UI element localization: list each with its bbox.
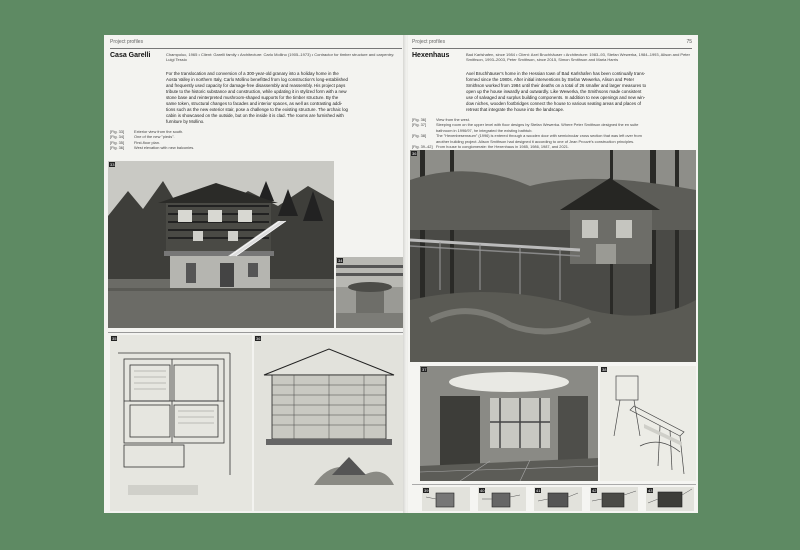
plan-thumbnail xyxy=(422,487,470,511)
body-line: use of salvaged and surplus building components. In addition to new openings and new win- xyxy=(466,95,646,100)
body-line: cabin is showcased on the outside, but on the inside it is clad. The rooms are furnished with xyxy=(166,113,344,118)
drawing-west-elevation xyxy=(254,335,404,511)
body-line: Aosta Valley in northern Italy, Carlo Mollino benefitted from log construction's long-established xyxy=(166,77,349,82)
figure-number: 36 xyxy=(256,336,261,341)
figure-number: 38 xyxy=(602,367,607,372)
caption-text: From house to conglomerate: the Hexenhaus in 1985, 1986, 1987, and 2021. xyxy=(436,144,570,150)
plan-thumbnail xyxy=(590,487,638,511)
left-running-head: Project profiles xyxy=(110,39,144,45)
body-line: stone base and reinterpreted mushroom-shaped supports for the timber structure. By the xyxy=(166,95,339,100)
plan-thumbnail xyxy=(646,487,694,511)
project-meta: Bad Karlshafen, since 1984 • Client: Axel Bruchhäuser • Architecture: 1983–93, Stefan Wewerka, 1984–1993, Alison and Peter Smithson, 1993–2003, Peter Smithson, since 2015, Simon Smithson and Maria Harris xyxy=(466,52,690,62)
caption-number: [Fig. 39–42] xyxy=(412,144,433,150)
figure-captions xyxy=(412,117,694,149)
body-line: retreat that integrate the house into the landscape. xyxy=(466,107,565,112)
right-page xyxy=(408,35,698,513)
body-text xyxy=(466,71,694,113)
plan-thumbnail xyxy=(534,487,582,511)
figure-number: 34 xyxy=(338,258,343,263)
body-line: Smithson worked from 1984 until their deaths on a total of 26 smaller and larger measures to xyxy=(466,83,647,88)
figure-number: 41 xyxy=(536,488,541,493)
page-title-casa-garelli: Casa Garelli xyxy=(110,52,151,59)
right-running-head: Project profiles xyxy=(412,39,446,45)
caption-number: [Fig. 33] xyxy=(110,129,125,134)
caption-text: West elevation with new balconies. xyxy=(134,145,195,151)
caption-number: [Fig. 36] xyxy=(110,145,125,151)
figure-number: 43 xyxy=(648,488,653,493)
sketch-graphic xyxy=(600,366,696,481)
body-line: and frequently used capacity for damage-free disassembly and reassembly. His project pays xyxy=(166,83,346,88)
body-line: open up the house inwardly and outwardly. Like Wewerka, the Smithsons made consistent xyxy=(466,89,642,94)
photo-casa-garelli-exterior xyxy=(108,161,334,328)
caption-text: The "Hexenbesenraum" (1996) is entered through a wooden door with semicircular cross section that was left over from xyxy=(436,133,642,139)
caption-text: Sleeping room on the upper level with floor designs by Stefan Wewerka. Where Peter Smithson designed the en suite xyxy=(436,122,639,128)
pied-detail-graphic xyxy=(336,257,404,328)
figure-number: 42 xyxy=(592,488,597,493)
caption-text: bathroom in 1996/97, he integrated the existing bathtub. xyxy=(436,127,533,133)
body-line: same token, structural changes to facades and interior spaces, as well as contrasting addi- xyxy=(166,101,343,106)
body-line: tions such as the new exterior stair, pose a challenge to the existing structure. The archaic log xyxy=(166,107,348,112)
divider xyxy=(412,484,696,485)
caption-text: View from the west. xyxy=(436,117,470,122)
divider xyxy=(412,48,692,49)
caption-text: another building project. Alison Smithson had designed it according to one of Jean Prouvé's construction principles. xyxy=(436,138,635,144)
body-line: tribute to the historic substance and construction, while updating it in stylized form with a new xyxy=(166,89,347,94)
plan-thumbnail xyxy=(478,487,526,511)
floor-plan-graphic xyxy=(110,335,252,511)
caption-number: [Fig. 37] xyxy=(412,122,427,128)
left-page xyxy=(104,35,406,513)
drawing-floor-plan xyxy=(110,335,252,511)
divider xyxy=(108,332,404,333)
body-line: Axel Bruchhäuser's home in the Hessian town of Bad Karlshafen has been continually trans- xyxy=(466,71,646,76)
figure-number: 36 xyxy=(412,151,417,156)
interior-photo-graphic xyxy=(420,366,598,481)
figure-number: 33 xyxy=(110,162,115,167)
body-text xyxy=(166,71,404,125)
caption-text: One of the new "pieds". xyxy=(134,134,175,140)
figure-number: 40 xyxy=(480,488,485,493)
body-line: dow niches, wooden footbridges connect the house to various seating areas and places of xyxy=(466,101,642,106)
photo-sleeping-room xyxy=(420,366,598,481)
caption-text: First-floor plan. xyxy=(134,139,160,145)
figure-number: 39 xyxy=(424,488,429,493)
forest-photo-graphic xyxy=(410,150,696,362)
exterior-photo-graphic xyxy=(108,161,334,328)
caption-row xyxy=(110,145,194,150)
caption-number: [Fig. 38] xyxy=(412,133,427,139)
body-line: furniture by Mollino. xyxy=(166,119,205,124)
divider xyxy=(110,48,402,49)
page-title-hexenhaus: Hexenhaus xyxy=(412,52,450,59)
figure-captions xyxy=(110,129,194,151)
caption-number: [Fig. 35] xyxy=(110,139,125,145)
page-number: 75 xyxy=(686,39,692,45)
drawing-hexenbesenraum xyxy=(600,366,696,481)
photo-pied-detail xyxy=(336,257,404,328)
elevation-graphic xyxy=(254,335,404,511)
caption-number: [Fig. 34] xyxy=(110,134,125,140)
figure-number: 35 xyxy=(112,336,117,341)
caption-text: Exterior view from the south. xyxy=(134,129,184,134)
project-meta: Champoluc, 1965 • Client: Garelli family • Architecture: Carlo Mollino (1905–1973) • Contractor for timber structure and carpentry: Luigi Tessio xyxy=(166,52,395,62)
photo-hexenhaus-west xyxy=(410,150,696,362)
caption-number: [Fig. 36] xyxy=(412,117,427,122)
body-line: formed since the 1980s. After initial interventions by Stefan Wewerka, Alison and Peter xyxy=(466,77,635,82)
caption-row xyxy=(412,144,694,149)
figure-number: 37 xyxy=(422,367,427,372)
body-line: For the translocation and conversion of a 300-year-old granary into a holiday home in the xyxy=(166,71,339,76)
